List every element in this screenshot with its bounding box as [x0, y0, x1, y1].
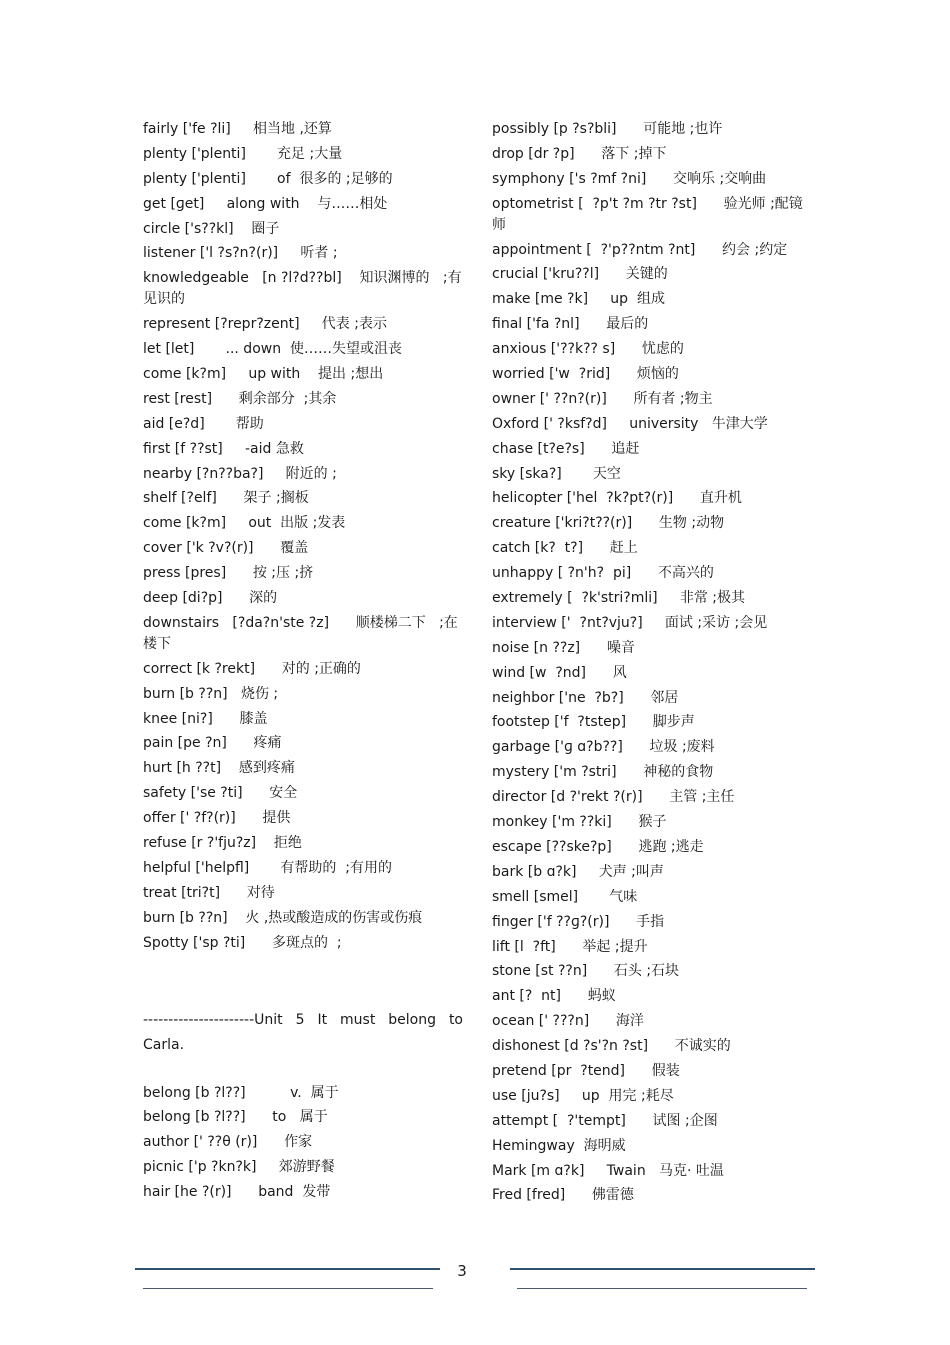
vocab-entry: burn [b ??n] 火 ,热或酸造成的伤害或伤痕 — [143, 909, 423, 926]
section-gap — [143, 958, 463, 1008]
vocab-entry: fairly ['fe ?li] 相当地 ,还算 — [143, 121, 332, 137]
vocab-entry: possibly [p ?s?bli] 可能地 ;也许 — [492, 121, 723, 137]
vocab-entry: sky [ska?] 天空 — [492, 465, 621, 482]
vocab-entry: ocean [' ???n] 海洋 — [492, 1013, 644, 1030]
vocab-entry: hurt [h ??t] 感到疼痛 — [143, 760, 295, 777]
vocab-entry: smell [smel] 气味 — [492, 888, 638, 905]
vocab-entry: treat [tri?t] 对待 — [143, 884, 275, 901]
vocab-entry: refuse [r ?'fju?z] 拒绝 — [143, 835, 302, 852]
vocab-entry: use [ju?s] up 用完 ;耗尽 — [492, 1087, 674, 1104]
vocab-entry: circle ['s??kl] 圈子 — [143, 220, 280, 237]
vocab-entry: shelf [?elf] 架子 ;搁板 — [143, 490, 309, 507]
vocab-entry: come [k?m] up with 提出 ;想出 — [143, 366, 384, 383]
vocab-entry: author [' ??θ (r)] 作家 — [143, 1134, 313, 1151]
vocab-entry: aid [e?d] 帮助 — [143, 415, 264, 432]
vocab-entry: attempt [ ?'tempt] 试图 ;企图 — [492, 1112, 718, 1129]
vocab-entry: stone [st ??n] 石头 ;石块 — [492, 963, 680, 980]
vocab-entry: director [d ?'rekt ?(r)] 主管 ;主任 — [492, 789, 735, 806]
vocab-entry: Spotty ['sp ?ti] 多斑点的 ; — [143, 934, 342, 951]
vocab-entry: belong [b ?l??] v. 属于 — [143, 1084, 339, 1101]
vocab-entry: knowledgeable [n ?l?d??bl] 知识渊博的 ;有见识的 — [143, 270, 462, 308]
page-number: 3 — [457, 1262, 467, 1280]
vocab-entry: pretend [pr ?tend] 假装 — [492, 1062, 680, 1079]
vocab-entry: correct [k ?rekt] 对的 ;正确的 — [143, 660, 361, 677]
footer-rule-right-bottom — [517, 1288, 807, 1289]
vocab-entry: cover ['k ?v?(r)] 覆盖 — [143, 540, 309, 557]
vocab-entry: optometrist [ ?p't ?m ?tr ?st] 验光师 ;配镜师 — [492, 195, 803, 233]
footer-rule-left-bottom — [143, 1288, 433, 1289]
vocab-entry: chase [t?e?s] 追赶 — [492, 440, 640, 457]
vocab-entry: hair [he ?(r)] band 发带 — [143, 1184, 331, 1201]
vocab-entry: plenty ['plenti] 充足 ;大量 — [143, 145, 343, 162]
vocab-entry: helpful ['helpfl] 有帮助的 ;有用的 — [143, 859, 393, 876]
vocab-entry: nearby [?n??ba?] 附近的 ; — [143, 465, 337, 482]
vocab-entry: Fred [fred] 佛雷德 — [492, 1187, 634, 1204]
vocab-entry: mystery ['m ?stri] 神秘的食物 — [492, 764, 714, 781]
vocab-entry: wind [w ?nd] 风 — [492, 664, 627, 681]
vocab-entry: Mark [m ɑ?k] Twain 马克· 吐温 — [492, 1162, 724, 1179]
vocab-entry: garbage ['ɡ ɑ?b??] 垃圾 ;废料 — [492, 739, 715, 756]
left-column — [143, 119, 463, 1207]
vocab-entry: worried ['w ?rid] 烦恼的 — [492, 366, 679, 383]
vocab-entry: burn [b ??n] 烧伤 ; — [143, 685, 279, 702]
right-column — [492, 119, 812, 1210]
vocab-entry: monkey ['m ??ki] 猴子 — [492, 814, 667, 831]
vocab-entry: helicopter ['hel ?k?pt?(r)] 直升机 — [492, 490, 742, 507]
vocab-entry: lift [l ?ft] 举起 ;提升 — [492, 938, 648, 955]
vocab-entry: come [k?m] out 出版 ;发表 — [143, 515, 346, 532]
vocab-entry: symphony ['s ?mf ?ni] 交响乐 ;交响曲 — [492, 170, 767, 187]
vocab-entry: anxious ['??k?? s] 忧虑的 — [492, 341, 684, 358]
vocab-entry: Oxford [' ?ksf?d] university 牛津大学 — [492, 415, 768, 432]
vocab-entry: bark [b ɑ?k] 犬声 ;叫声 — [492, 863, 664, 880]
vocab-entry: let [let] ... down 使……失望或沮丧 — [143, 341, 402, 358]
vocab-entry: deep [di?p] 深的 — [143, 590, 278, 607]
vocab-entry: catch [k? t?] 赶上 — [492, 540, 638, 557]
vocab-entry: crucial ['kru??l] 关键的 — [492, 266, 668, 283]
vocab-entry: escape [??ske?p] 逃跑 ;逃走 — [492, 838, 704, 855]
vocab-entry: neighbor ['ne ?b?] 邻居 — [492, 689, 679, 706]
vocab-entry: ant [? nt] 蚂蚁 — [492, 988, 616, 1005]
vocab-entry: knee [ni?] 膝盖 — [143, 710, 268, 727]
vocab-entry: offer [' ?f?(r)] 提供 — [143, 810, 291, 827]
vocab-entry: appointment [ ?'p??ntm ?nt] 约会 ;约定 — [492, 241, 788, 258]
vocab-entry: make [me ?k] up 组成 — [492, 291, 665, 308]
vocab-entry: rest [rest] 剩余部分 ;其余 — [143, 390, 337, 407]
vocab-entry: picnic ['p ?kn?k] 郊游野餐 — [143, 1159, 335, 1176]
vocab-entry: first [f ??st] -aid 急救 — [143, 440, 304, 457]
unit-heading: ----------------------Unit 5 It must belong to Carla. — [143, 1011, 463, 1053]
vocab-entry: listener ['l ?s?n?(r)] 听者 ; — [143, 245, 338, 262]
vocab-entry: drop [dr ?p] 落下 ;掉下 — [492, 145, 667, 162]
footer-rule-left-top — [135, 1268, 440, 1270]
page-footer — [0, 1262, 950, 1296]
vocab-entry: get [ɡet] along with 与……相处 — [143, 195, 388, 212]
vocab-entry: Hemingway 海明威 — [492, 1137, 626, 1154]
vocab-entry: unhappy [ ?n'h? pi] 不高兴的 — [492, 565, 714, 582]
vocab-entry: represent [?repr?zent] 代表 ;表示 — [143, 316, 387, 333]
vocab-entry: final ['fa ?nl] 最后的 — [492, 316, 649, 333]
vocab-entry: pain [pe ?n] 疼痛 — [143, 735, 282, 752]
vocab-entry: belong [b ?l??] to 属于 — [143, 1109, 328, 1126]
vocab-entry: press [pres] 按 ;压 ;挤 — [143, 565, 314, 582]
vocab-entry: plenty ['plenti] of 很多的 ;足够的 — [143, 170, 393, 187]
vocab-entry: dishonest [d ?s'?n ?st] 不诚实的 — [492, 1038, 731, 1055]
vocab-entry: creature ['kri?t??(r)] 生物 ;动物 — [492, 515, 725, 532]
vocab-entry: extremely [ ?k'stri?mli] 非常 ;极其 — [492, 590, 745, 607]
footer-rule-right-top — [510, 1268, 815, 1270]
vocab-entry: safety ['se ?ti] 安全 — [143, 785, 298, 802]
vocab-entry: finger ['f ??ɡ?(r)] 手指 — [492, 913, 665, 930]
vocab-entry: interview [' ?nt?vju?] 面试 ;采访 ;会见 — [492, 614, 768, 631]
vocab-entry: owner [' ??n?(r)] 所有者 ;物主 — [492, 390, 713, 407]
vocab-entry: noise [n ??z] 噪音 — [492, 639, 635, 656]
vocab-entry: footstep ['f ?tstep] 脚步声 — [492, 714, 695, 731]
vocab-entry: downstairs [?da?n'ste ?z] 顺楼梯二下 ;在楼下 — [143, 614, 458, 652]
